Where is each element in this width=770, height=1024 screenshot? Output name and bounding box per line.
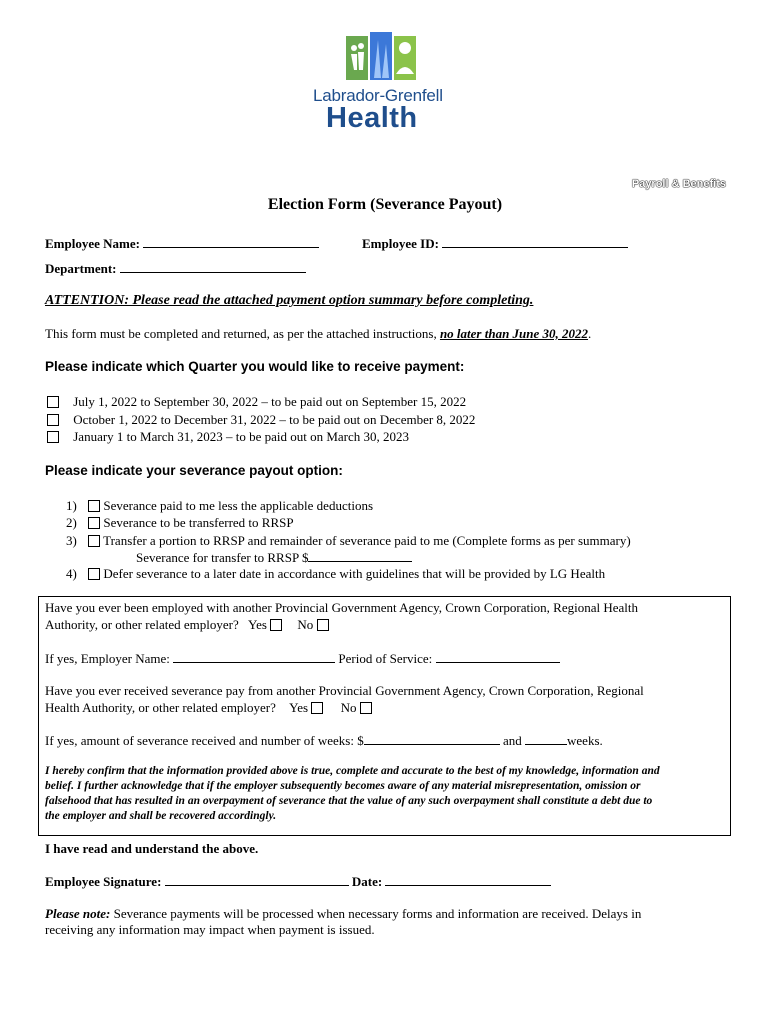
payout-1-label: Severance paid to me less the applicable deductions	[103, 498, 373, 513]
employee-id-label: Employee ID:	[362, 236, 439, 251]
employee-name-field[interactable]	[45, 235, 319, 252]
date-label: Date:	[351, 874, 383, 889]
prior-severance-question-line2: Health Authority, or other related employer?	[45, 700, 276, 715]
payout-option-4[interactable]	[66, 566, 605, 582]
note-text-1: Severance payments will be processed when necessary forms and information are received. Delays in	[113, 906, 642, 921]
payout-4-label: Defer severance to a later date in accordance with guidelines that will be provided by LG Health	[103, 566, 606, 581]
severance-amount-label: If yes, amount of severance received and number of weeks:	[45, 733, 354, 748]
prior-severance-yes-label: Yes	[289, 700, 309, 715]
attention-notice: ATTENTION: Please read the attached payment option summary before completing.	[45, 293, 534, 308]
confirmation-line-1: I hereby confirm that the information provided above is true, complete and accurate to the best of my knowledge, information and	[45, 765, 660, 777]
payout-2-number: 2)	[66, 515, 77, 530]
and-label: and	[502, 733, 522, 748]
instruction-prefix: This form must be completed and returned, as per the attached instructions,	[45, 326, 437, 341]
employee-name-label: Employee Name:	[45, 236, 140, 251]
prior-severance-no-checkbox[interactable]	[360, 702, 372, 714]
confirmation-line-2: belief. I further acknowledge that if the employer subsequently becomes aware of any material misrepresentation, omission or	[45, 780, 641, 792]
note-label: Please note:	[45, 906, 111, 921]
prior-employment-no-label: No	[297, 617, 314, 632]
quarter-option-3[interactable]	[47, 429, 409, 445]
form-title: Election Form (Severance Payout)	[267, 196, 503, 213]
period-of-service-line[interactable]	[436, 650, 560, 663]
prior-employment-yes-label: Yes	[247, 617, 267, 632]
quarter-1-label: July 1, 2022 to September 30, 2022 – to be paid out on September 15, 2022	[73, 394, 467, 409]
read-understand-statement: I have read and understand the above.	[45, 841, 259, 856]
payout-3-label: Transfer a portion to RRSP and remainder of severance paid to me (Complete forms as per summary)	[103, 533, 631, 548]
confirmation-line-3: falsehood that has resulted in an overpayment of severance that the value of any such overpayment shall constitute a debt due to	[45, 795, 653, 807]
employee-id-line[interactable]	[442, 235, 628, 248]
payout-4-number: 4)	[66, 566, 77, 581]
organization-logo	[344, 30, 420, 82]
weeks-label: weeks.	[567, 733, 603, 748]
prior-employment-question-line2: Authority, or other related employer?	[45, 617, 239, 632]
confirmation-line-4: the employer and shall be recovered accordingly.	[45, 810, 277, 822]
prior-employment-no-checkbox[interactable]	[317, 619, 329, 631]
department-tag: Payroll & Benefits	[631, 178, 726, 190]
date-line[interactable]	[385, 873, 551, 886]
employer-name-line[interactable]	[173, 650, 335, 663]
quarter-option-1[interactable]	[47, 394, 466, 410]
weeks-line[interactable]	[525, 732, 567, 745]
signature-label: Employee Signature:	[45, 874, 162, 889]
prior-employment-question	[45, 617, 329, 633]
payout-option-3[interactable]	[66, 533, 631, 549]
payout-3-number: 3)	[66, 533, 77, 548]
quarter-3-label: January 1 to March 31, 2023 – to be paid out on March 30, 2023	[73, 429, 410, 444]
payout-heading: Please indicate your severance payout option:	[45, 463, 343, 478]
payout-2-label: Severance to be transferred to RRSP	[103, 515, 294, 530]
prior-severance-question	[45, 700, 372, 716]
note-line-2: receiving any information may impact when payment is issued.	[45, 922, 375, 937]
signature-line[interactable]	[165, 873, 349, 886]
quarter-2-checkbox[interactable]	[47, 414, 59, 426]
payout-option-1[interactable]	[66, 498, 373, 514]
payout-4-checkbox[interactable]	[88, 568, 100, 580]
org-name-line2: Health	[326, 102, 418, 134]
payout-2-checkbox[interactable]	[88, 517, 100, 529]
quarter-option-2[interactable]	[47, 412, 475, 428]
employer-details	[45, 650, 560, 667]
quarter-2-label: October 1, 2022 to December 31, 2022 – to be paid out on December 8, 2022	[73, 412, 476, 427]
employee-name-line[interactable]	[143, 235, 319, 248]
prior-severance-yes-checkbox[interactable]	[311, 702, 323, 714]
quarter-1-checkbox[interactable]	[47, 396, 59, 408]
note-line-1	[45, 906, 641, 922]
severance-amount-prefix: $	[357, 733, 364, 748]
prior-severance-no-label: No	[340, 700, 357, 715]
prior-employment-question-line1: Have you ever been employed with another Provincial Government Agency, Crown Corporation, Regional Health	[45, 600, 639, 615]
employee-id-field[interactable]	[362, 235, 628, 252]
org-name-line1: Labrador-Grenfell	[313, 86, 443, 105]
severance-amount-line[interactable]	[364, 732, 500, 745]
rrsp-amount-field[interactable]	[136, 549, 412, 566]
department-label: Department:	[45, 261, 117, 276]
rrsp-amount-label: Severance for transfer to RRSP $	[136, 550, 309, 565]
payout-option-2[interactable]	[66, 515, 294, 531]
rrsp-amount-line[interactable]	[308, 549, 412, 562]
department-line[interactable]	[120, 260, 306, 273]
payout-1-number: 1)	[66, 498, 77, 513]
quarter-heading: Please indicate which Quarter you would like to receive payment:	[45, 359, 465, 374]
department-field[interactable]	[45, 260, 306, 277]
instruction-deadline: no later than June 30, 2022	[439, 326, 589, 341]
payout-1-checkbox[interactable]	[88, 500, 100, 512]
prior-employment-yes-checkbox[interactable]	[270, 619, 282, 631]
period-of-service-label: Period of Service:	[338, 651, 433, 666]
instruction-text	[45, 326, 591, 342]
instruction-suffix: .	[588, 326, 592, 341]
quarter-3-checkbox[interactable]	[47, 431, 59, 443]
severance-amount-row	[45, 732, 603, 749]
prior-severance-question-line1: Have you ever received severance pay from another Provincial Government Agency, Crown Corporation, Regional	[45, 683, 644, 698]
employer-name-label: If yes, Employer Name:	[45, 651, 170, 666]
payout-3-checkbox[interactable]	[88, 535, 100, 547]
signature-row	[45, 873, 551, 890]
